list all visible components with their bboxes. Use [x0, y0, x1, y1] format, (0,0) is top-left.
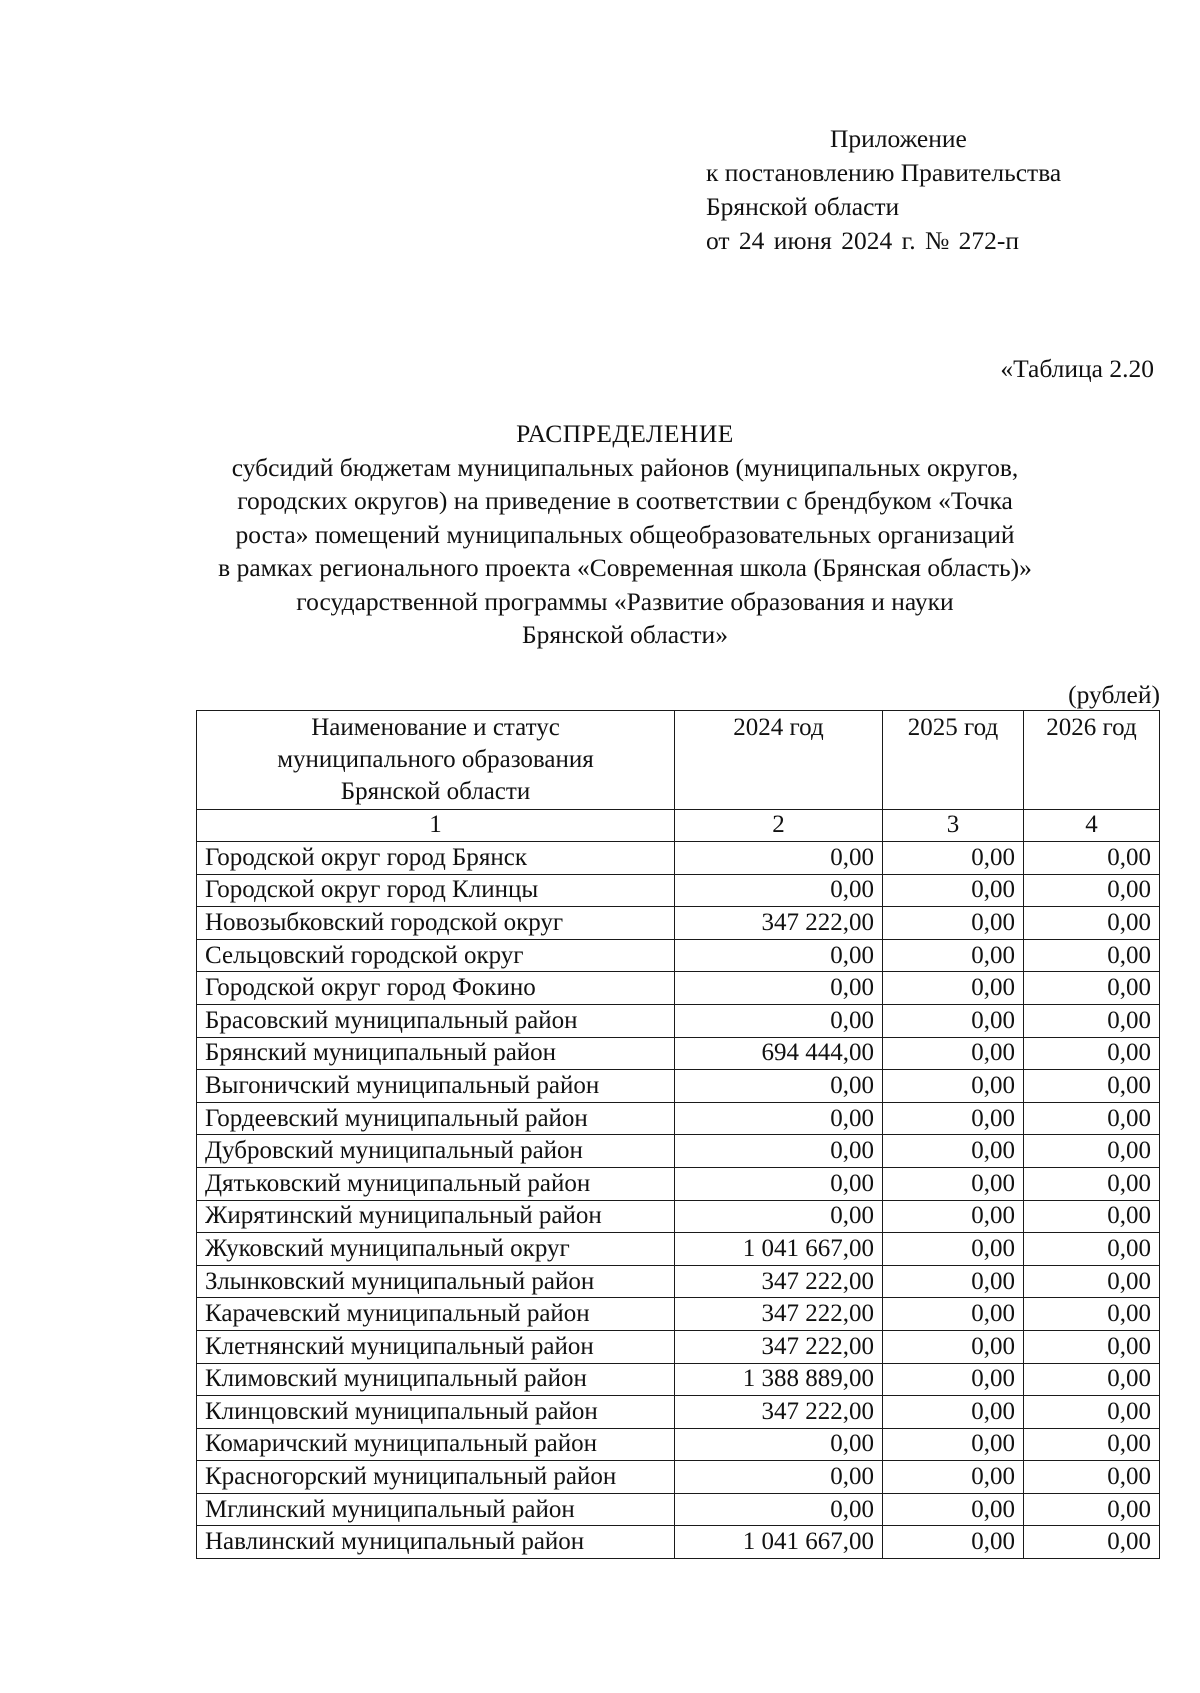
value-2025: 0,00 [883, 1526, 1024, 1559]
table-row [197, 1004, 1160, 1037]
value-2025: 0,00 [883, 1004, 1024, 1037]
value-2026: 0,00 [1024, 1004, 1160, 1037]
value-2024: 0,00 [675, 972, 883, 1005]
value-2026: 0,00 [1024, 1330, 1160, 1363]
table-row [197, 907, 1160, 940]
appendix-title: Приложение [830, 124, 967, 153]
value-2025: 0,00 [883, 1363, 1024, 1396]
value-2026: 0,00 [1024, 972, 1160, 1005]
value-2024: 347 222,00 [675, 1265, 883, 1298]
heading-line: Брянской области» [522, 620, 728, 649]
value-2025: 0,00 [883, 1396, 1024, 1429]
appendix-line: к постановлению Правительства [706, 158, 1062, 187]
municipality-name: Комаричский муниципальный район [197, 1428, 675, 1461]
value-2026: 0,00 [1024, 1037, 1160, 1070]
value-2026: 0,00 [1024, 1167, 1160, 1200]
heading-line: государственной программы «Развитие образования и науки [296, 586, 954, 616]
table-row [197, 1233, 1160, 1266]
value-2026: 0,00 [1024, 1396, 1160, 1429]
value-2024: 0,00 [675, 842, 883, 875]
header-name-line: Брянской области [340, 778, 531, 805]
value-2026: 0,00 [1024, 1135, 1160, 1168]
table-row [197, 1526, 1160, 1559]
value-2026: 0,00 [1024, 1233, 1160, 1266]
value-2025: 0,00 [883, 1461, 1024, 1494]
municipality-name: Климовский муниципальный район [197, 1363, 675, 1396]
table-row [197, 1298, 1160, 1331]
value-2026: 0,00 [1024, 1461, 1160, 1494]
value-2025: 0,00 [883, 1167, 1024, 1200]
value-2025: 0,00 [883, 1037, 1024, 1070]
header-2025: 2025 год [883, 711, 1024, 810]
value-2024: 0,00 [675, 1070, 883, 1103]
municipality-name: Выгоничский муниципальный район [197, 1070, 675, 1103]
heading-title: РАСПРЕДЕЛЕНИЕ [516, 419, 734, 448]
value-2025: 0,00 [883, 939, 1024, 972]
table-reference: «Таблица 2.20 [1000, 354, 1154, 383]
value-2026: 0,00 [1024, 907, 1160, 940]
column-number: 3 [883, 810, 1024, 842]
municipality-name: Жирятинский муниципальный район [197, 1200, 675, 1233]
value-2024: 0,00 [675, 1135, 883, 1168]
municipality-name: Брасовский муниципальный район [197, 1004, 675, 1037]
value-2025: 0,00 [883, 1330, 1024, 1363]
municipality-name: Новозыбковский городской округ [197, 907, 675, 940]
value-2026: 0,00 [1024, 1265, 1160, 1298]
value-2025: 0,00 [883, 1135, 1024, 1168]
value-2026: 0,00 [1024, 939, 1160, 972]
heading-line: городских округов) на приведение в соответствии с брендбуком «Точка [237, 486, 1013, 515]
heading-line: в рамках регионального проекта «Современная школа (Брянская область)» [218, 553, 1032, 582]
municipality-name: Красногорский муниципальный район [197, 1461, 675, 1494]
table-row [197, 1461, 1160, 1494]
value-2026: 0,00 [1024, 1298, 1160, 1331]
value-2024: 0,00 [675, 1461, 883, 1494]
municipality-name: Карачевский муниципальный район [197, 1298, 675, 1331]
value-2025: 0,00 [883, 907, 1024, 940]
value-2024: 694 444,00 [675, 1037, 883, 1070]
value-2025: 0,00 [883, 1102, 1024, 1135]
value-2026: 0,00 [1024, 1102, 1160, 1135]
table-row [197, 1200, 1160, 1233]
municipality-name: Навлинский муниципальный район [197, 1526, 675, 1559]
table-body [197, 842, 1160, 1559]
column-number: 2 [675, 810, 883, 842]
header-2024: 2024 год [675, 711, 883, 810]
municipality-name: Клинцовский муниципальный район [197, 1396, 675, 1429]
appendix-line: Брянской области [706, 192, 900, 221]
value-2024: 347 222,00 [675, 1330, 883, 1363]
municipality-name: Городской округ город Брянск [197, 842, 675, 875]
value-2025: 0,00 [883, 972, 1024, 1005]
value-2025: 0,00 [883, 842, 1024, 875]
value-2026: 0,00 [1024, 874, 1160, 907]
table-row [197, 1428, 1160, 1461]
allocation-table [196, 710, 1160, 1559]
value-2024: 0,00 [675, 1004, 883, 1037]
value-2026: 0,00 [1024, 1428, 1160, 1461]
value-2026: 0,00 [1024, 1363, 1160, 1396]
table-row [197, 1070, 1160, 1103]
municipality-name: Гордеевский муниципальный район [197, 1102, 675, 1135]
value-2024: 1 041 667,00 [675, 1526, 883, 1559]
value-2025: 0,00 [883, 1070, 1024, 1103]
appendix-ordinance-line: от 24 июня 2024 г. № 272-п [706, 226, 1020, 255]
table-row [197, 1330, 1160, 1363]
table-row [197, 1037, 1160, 1070]
value-2024: 347 222,00 [675, 1396, 883, 1429]
municipality-name: Городской округ город Фокино [197, 972, 675, 1005]
value-2026: 0,00 [1024, 1070, 1160, 1103]
municipality-name: Дятьковский муниципальный район [197, 1167, 675, 1200]
municipality-name: Жуковский муниципальный округ [197, 1233, 675, 1266]
municipality-name: Мглинский муниципальный район [197, 1493, 675, 1526]
units-label: (рублей) [1068, 680, 1160, 709]
value-2025: 0,00 [883, 1428, 1024, 1461]
value-2025: 0,00 [883, 1200, 1024, 1233]
value-2024: 0,00 [675, 1167, 883, 1200]
table-row [197, 972, 1160, 1005]
table-row [197, 939, 1160, 972]
header-name-cell [197, 711, 675, 810]
header-name-line: муниципального образования [277, 746, 594, 773]
value-2024: 347 222,00 [675, 907, 883, 940]
value-2025: 0,00 [883, 1493, 1024, 1526]
value-2024: 1 388 889,00 [675, 1363, 883, 1396]
value-2025: 0,00 [883, 1265, 1024, 1298]
table-row [197, 842, 1160, 875]
value-2026: 0,00 [1024, 1493, 1160, 1526]
value-2025: 0,00 [883, 1233, 1024, 1266]
table-row [197, 1265, 1160, 1298]
header-name-line: Наименование и статус [311, 714, 560, 741]
value-2024: 0,00 [675, 874, 883, 907]
value-2024: 0,00 [675, 1102, 883, 1135]
municipality-name: Городской округ город Клинцы [197, 874, 675, 907]
heading-line: роста» помещений муниципальных общеобразовательных организаций [235, 519, 1015, 549]
table-row [197, 1102, 1160, 1135]
value-2024: 1 041 667,00 [675, 1233, 883, 1266]
municipality-name: Сельцовский городской округ [197, 939, 675, 972]
value-2024: 0,00 [675, 939, 883, 972]
column-number-row [197, 810, 1160, 842]
value-2024: 0,00 [675, 1200, 883, 1233]
municipality-name: Дубровский муниципальный район [197, 1135, 675, 1168]
column-number: 1 [197, 810, 675, 842]
value-2024: 0,00 [675, 1428, 883, 1461]
column-number: 4 [1024, 810, 1160, 842]
header-2026: 2026 год [1024, 711, 1160, 810]
table-row [197, 1363, 1160, 1396]
municipality-name: Клетнянский муниципальный район [197, 1330, 675, 1363]
municipality-name: Брянский муниципальный район [197, 1037, 675, 1070]
value-2026: 0,00 [1024, 842, 1160, 875]
table-row [197, 1135, 1160, 1168]
value-2024: 347 222,00 [675, 1298, 883, 1331]
document-heading [180, 417, 1070, 652]
table-row [197, 1493, 1160, 1526]
table-row [197, 1167, 1160, 1200]
value-2025: 0,00 [883, 874, 1024, 907]
value-2026: 0,00 [1024, 1526, 1160, 1559]
table-header-row [197, 711, 1160, 810]
table-row [197, 1396, 1160, 1429]
municipality-name: Злынковский муниципальный район [197, 1265, 675, 1298]
table-row [197, 874, 1160, 907]
appendix-block [706, 122, 1061, 258]
value-2026: 0,00 [1024, 1200, 1160, 1233]
value-2025: 0,00 [883, 1298, 1024, 1331]
heading-line: субсидий бюджетам муниципальных районов (муниципальных округов, [231, 452, 1019, 482]
value-2024: 0,00 [675, 1493, 883, 1526]
